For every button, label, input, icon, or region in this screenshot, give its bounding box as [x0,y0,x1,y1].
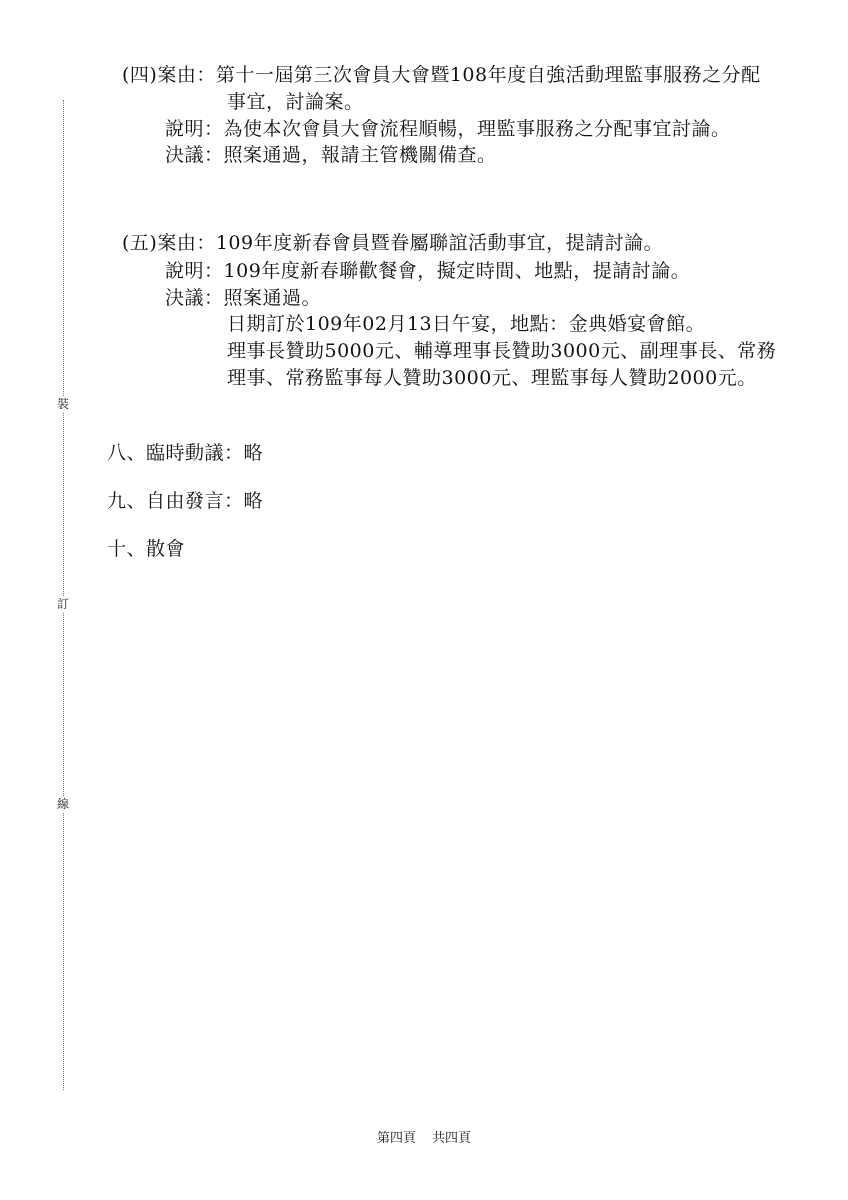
item4-resolution-label: 決議： [165,144,224,166]
binding-char-ding: 訂 [56,597,69,611]
page-footer [0,1131,848,1147]
item5-explain-label: 說明： [165,260,224,282]
item4-case-continuation: 事宜，討論案。 [227,91,364,113]
item4-case-row [122,63,761,87]
item4-explain-row [165,117,731,141]
item5-case-row [122,231,663,255]
section-8-heading: 八、臨時動議：略 [107,442,264,464]
page-total: 共四頁 [432,1131,472,1146]
item5-resolution-label: 決議： [165,287,224,309]
item4-explain-label: 說明： [165,118,224,140]
item5-explain-row [165,259,690,283]
binding-margin-line [63,100,64,1090]
item5-explain-text: 109年度新春聯歡餐會，擬定時間、地點，提請討論。 [223,260,691,282]
item4-resolution-row [165,143,497,167]
item4-explain-text: 為使本次會員大會流程順暢，理監事服務之分配事宜討論。 [223,118,731,140]
item5-case-label: (五)案由： [122,232,216,254]
item4-case-label: (四)案由： [122,64,216,86]
item5-resolution-detail-sponsor-2: 理事、常務監事每人贊助3000元、理監事每人贊助2000元。 [227,367,757,389]
item5-resolution-detail-date: 日期訂於109年02月13日午宴，地點：金典婚宴會館。 [227,313,706,335]
binding-char-zhuang: 裝 [56,397,69,411]
page-number: 第四頁 [376,1131,416,1146]
item5-case-text: 109年度新春會員暨眷屬聯誼活動事宜，提請討論。 [215,232,664,254]
section-10-heading: 十、散會 [107,538,186,560]
item5-resolution-text: 照案通過。 [223,287,322,309]
binding-char-xian: 線 [56,797,69,811]
item4-case-text: 第十一屆第三次會員大會暨108年度自強活動理監事服務之分配 [215,64,761,86]
item5-resolution-detail-sponsor-1: 理事長贊助5000元、輔導理事長贊助3000元、副理事長、常務 [227,340,777,362]
item4-resolution-text: 照案通過，報請主管機關備查。 [223,144,497,166]
item5-resolution-row [165,286,321,310]
section-9-heading: 九、自由發言：略 [107,490,264,512]
